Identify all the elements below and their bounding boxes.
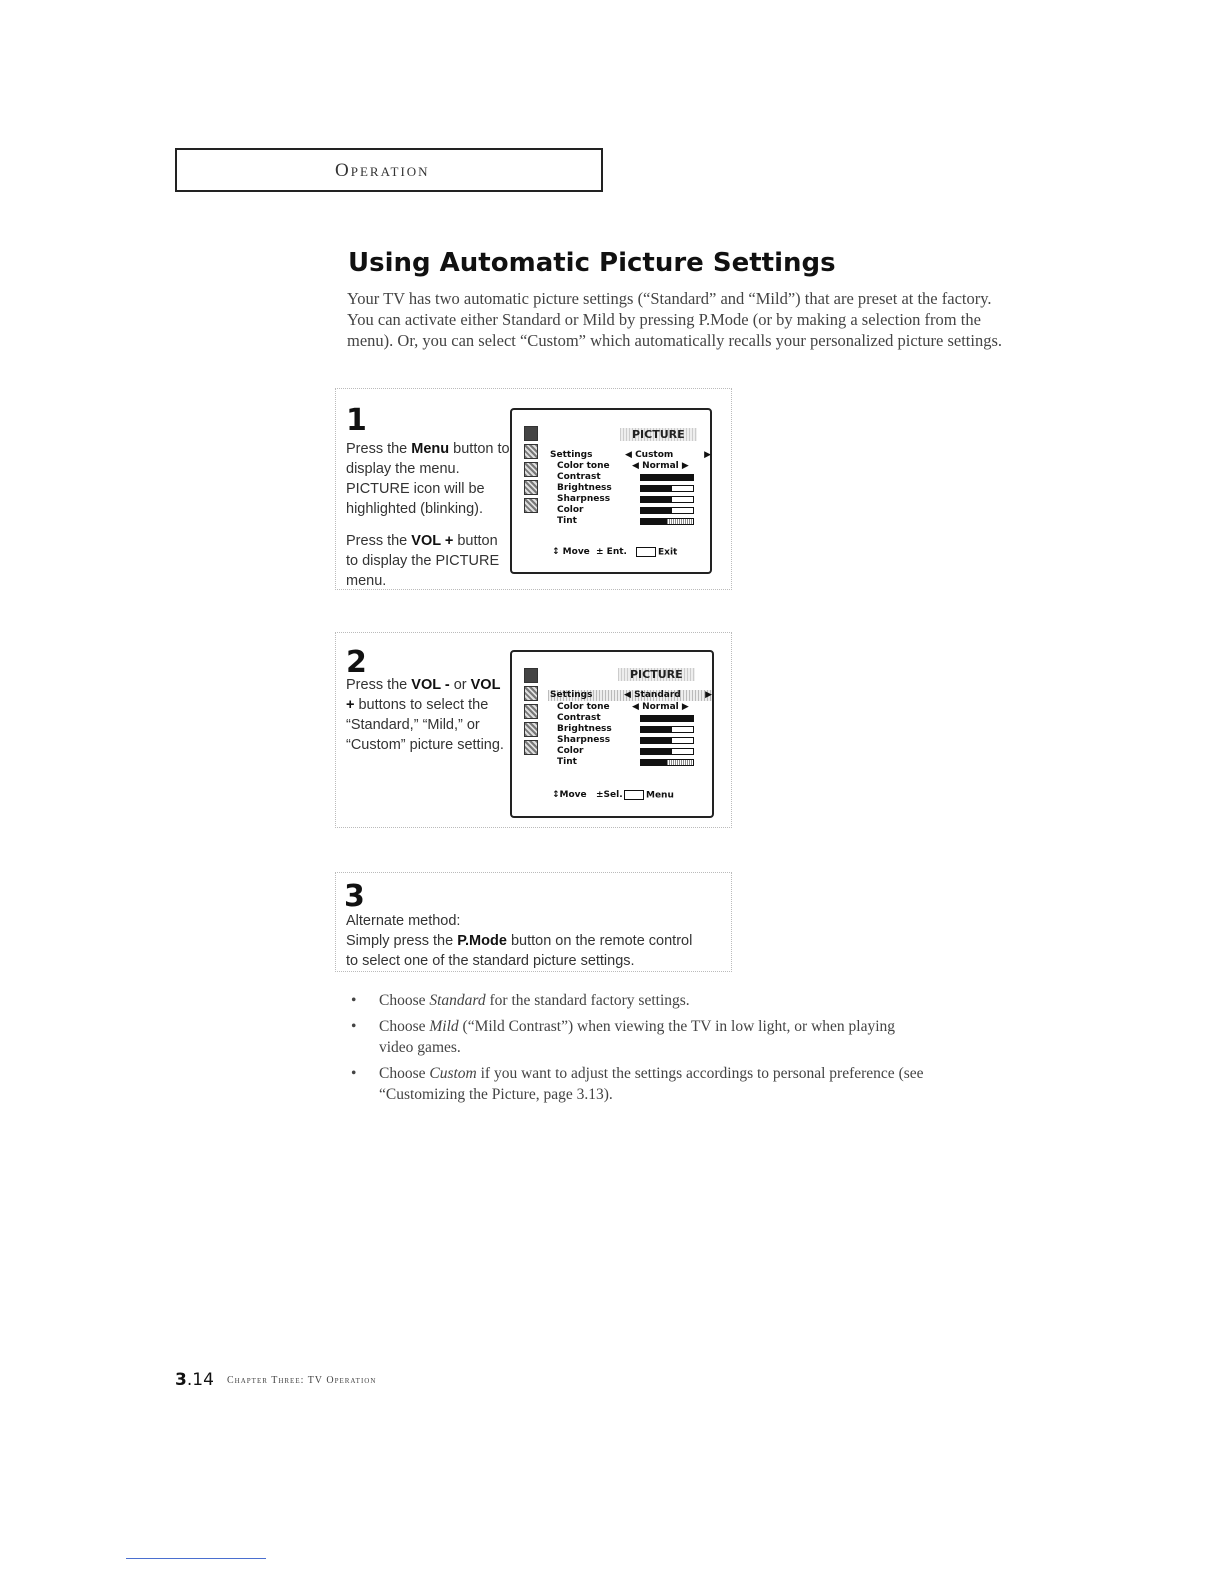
step-2-panel (335, 632, 732, 828)
settings-value: ◀ Custom ▶ (625, 450, 711, 460)
step-3-number: 3 (344, 879, 365, 914)
intro-paragraph: Your TV has two automatic picture settings (“Standard” and “Mild”) that are preset at the factory. You can activate either Standard or Mild by pressing P.Mode (or by making a selection from the menu). Or, you can select “Custom” which automatically recalls your personalized picture settings. (347, 289, 1003, 350)
footer-move: ↕Move (552, 790, 587, 800)
setup-icon (524, 498, 538, 513)
menu-row-tint: Tint (557, 516, 577, 526)
sound-icon (524, 686, 538, 701)
setup-icon (524, 740, 538, 755)
footer-enter: ± Ent. (596, 547, 627, 557)
step-1-text-a: Press the Menu button to display the menu. PICTURE icon will be highlighted (blinking). (346, 441, 510, 517)
channel-icon (524, 704, 538, 719)
menu-row-color-tone: Color tone (557, 461, 610, 471)
page-title: Using Automatic Picture Settings (348, 248, 836, 278)
step-1-text-b: Press the VOL + button to display the PICTURE menu. (346, 533, 500, 589)
sound-icon (524, 444, 538, 459)
step-3-panel (335, 872, 732, 972)
menu-row-tint: Tint (557, 757, 577, 767)
bottom-rule (126, 1558, 266, 1559)
step-1-number: 1 (346, 403, 367, 438)
tint-bar (640, 518, 694, 525)
step-3-text: Simply press the P.Mode button on the remote control to select one of the standard picture settings. (346, 933, 693, 969)
picture-icon (524, 668, 538, 683)
brightness-bar (640, 485, 694, 492)
section-label: Operation (335, 160, 430, 181)
step-1-tv-screen (510, 408, 712, 574)
menu-icon-column (524, 668, 538, 758)
menu-row-contrast: Contrast (557, 472, 601, 482)
step-2-tv-screen (510, 650, 714, 818)
step-1-panel (335, 388, 732, 590)
menu-row-color: Color (557, 746, 584, 756)
menu-row-sharpness: Sharpness (557, 494, 611, 504)
menu-icon-column (524, 426, 538, 516)
contrast-bar (640, 715, 694, 722)
footer-menu: Menu (624, 790, 674, 801)
step-2-text: Press the VOL - or VOL + buttons to select the “Standard,” “Mild,” or “Custom” picture setting. (346, 677, 504, 753)
color-bar (640, 507, 694, 514)
menu-title: PICTURE (620, 428, 697, 441)
menu-title: PICTURE (618, 668, 695, 681)
sharpness-bar (640, 496, 694, 503)
picture-icon (524, 426, 538, 441)
menu-row-brightness: Brightness (557, 724, 612, 734)
color-tone-value: ◀ Normal ▶ (632, 461, 689, 471)
menu-row-brightness: Brightness (557, 483, 612, 493)
bullet-list (347, 990, 927, 1110)
step-2-number: 2 (346, 645, 367, 680)
menu-row-settings: Settings (550, 450, 593, 460)
bullet-custom: • Choose Custom if you want to adjust the settings accordings to personal preference (see “Customizing the Picture, page 3.13). (351, 1065, 924, 1103)
menu-row-color-tone: Color tone (557, 702, 610, 712)
menu-row-color: Color (557, 505, 584, 515)
brightness-bar (640, 726, 694, 733)
color-tone-value: ◀ Normal ▶ (632, 702, 689, 712)
page-number: 3.14 (175, 1370, 214, 1390)
chapter-label: Chapter Three: TV Operation (227, 1375, 377, 1386)
menu-row-settings: Settings (550, 690, 593, 700)
footer-exit: Exit (636, 547, 677, 558)
step-3-line1: Alternate method: (346, 913, 461, 929)
contrast-bar (640, 474, 694, 481)
menu-row-sharpness: Sharpness (557, 735, 611, 745)
settings-value: ◀ Standard ▶ (624, 690, 712, 700)
bullet-standard: • Choose Standard for the standard factory settings. (351, 992, 690, 1009)
tint-bar (640, 759, 694, 766)
function-icon (524, 722, 538, 737)
bullet-mild: • Choose Mild (“Mild Contrast”) when viewing the TV in low light, or when playing video games. (351, 1018, 896, 1056)
color-bar (640, 748, 694, 755)
menu-row-contrast: Contrast (557, 713, 601, 723)
channel-icon (524, 462, 538, 477)
footer-select: ±Sel. (596, 790, 623, 800)
function-icon (524, 480, 538, 495)
sharpness-bar (640, 737, 694, 744)
footer-move: ↕ Move (552, 547, 590, 557)
